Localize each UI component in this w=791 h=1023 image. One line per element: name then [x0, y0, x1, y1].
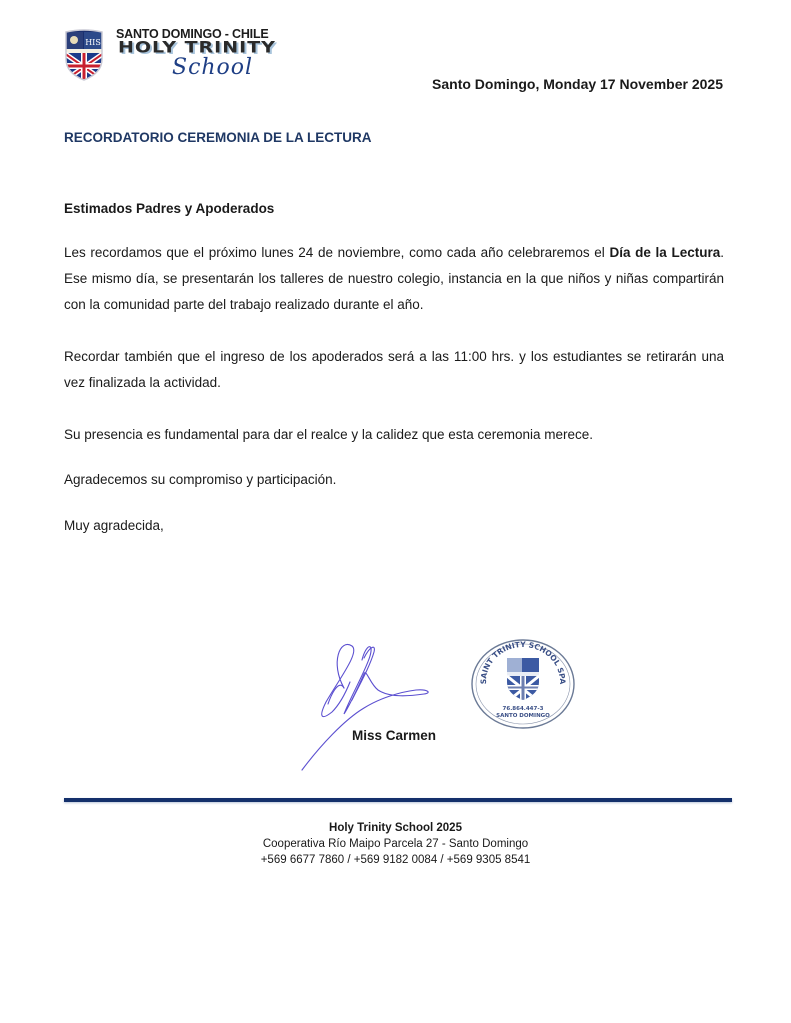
footer-divider: [64, 798, 732, 802]
closing-line: Muy agradecida,: [64, 518, 164, 533]
paragraph-4: Agradecemos su compromiso y participación.: [64, 472, 337, 487]
letter-greeting: Estimados Padres y Apoderados: [64, 201, 275, 216]
school-crest-logo: [64, 29, 104, 81]
letter-date: Santo Domingo, Monday 17 November 2025: [432, 76, 723, 92]
footer-phones: +569 6677 7860 / +569 9182 0084 / +569 9305 8541: [260, 854, 531, 866]
school-wordmark: [116, 27, 286, 81]
paragraph-1-text-b: . Ese mismo día, se presentarán los talleres de nuestro colegio, instancia en la que niños y niñas compartirán con la comunidad parte del trabajo realizado durante el año.: [64, 245, 724, 312]
handwritten-signature: [300, 638, 470, 778]
logo-city-text: SANTO DOMINGO - CHILE: [116, 27, 269, 41]
paragraph-2: Recordar también que el ingreso de los apoderados será a las 11:00 hrs. y los estudiantes se retirarán una vez finalizada la actividad.: [64, 349, 724, 390]
school-seal-stamp: [470, 638, 576, 730]
paragraph-1: [64, 240, 724, 318]
paragraph-3: Su presencia es fundamental para dar el realce y la calidez que esta ceremonia merece.: [64, 427, 594, 442]
stamp-id-text: 76.864.447-3: [502, 706, 544, 712]
letter-footer: [0, 820, 791, 868]
letter-subject: RECORDATORIO CEREMONIA DE LA LECTURA: [64, 130, 372, 145]
paragraph-1-bold: Día de la Lectura: [609, 245, 721, 260]
footer-title: Holy Trinity School 2025: [329, 822, 462, 834]
stamp-arc-text: SAINT TRINITY SCHOOL SPA: [478, 639, 568, 685]
paragraph-1-text-a: Les recordamos que el próximo lunes 24 de noviembre, como cada año celebraremos el: [64, 245, 610, 260]
stamp-city-text: SANTO DOMINGO: [496, 713, 550, 719]
signer-name: Miss Carmen: [352, 728, 437, 743]
footer-address: Cooperativa Río Maipo Parcela 27 - Santo Domingo: [262, 838, 529, 850]
logo-name-text: HOLY TRINITY: [118, 38, 276, 57]
crest-monogram: HIS: [85, 38, 101, 47]
logo-script-text: School: [172, 55, 254, 80]
